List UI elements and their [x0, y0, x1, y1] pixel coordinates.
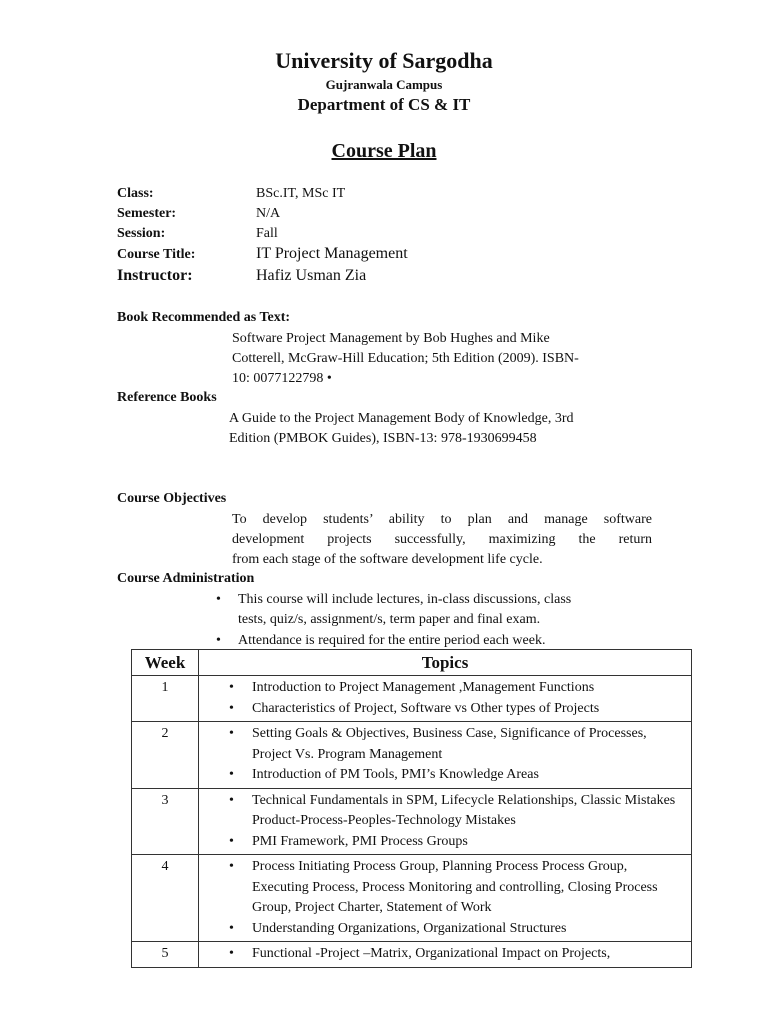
objective-line: development projects successfully, maximizing the return: [232, 532, 652, 547]
topic-item: • Functional -Project –Matrix, Organizational Impact on Projects,: [199, 944, 685, 965]
topic-item: • Technical Fundamentals in SPM, Lifecycle Relationships, Classic Mistakes Product-Process-Peoples-Technology Mistakes: [199, 791, 685, 832]
text-book-line: Cotterell, McGraw-Hill Education; 5th Edition (2009). ISBN-: [232, 351, 579, 366]
weekly-schedule-table: [131, 649, 692, 968]
text-book-line: 10: 0077122798 •: [232, 371, 332, 386]
week-number: 4: [132, 855, 199, 942]
table-row: [132, 942, 692, 968]
reference-books-paragraph: [229, 409, 659, 449]
topic-item: • PMI Framework, PMI Process Groups: [199, 832, 685, 853]
week-number: 5: [132, 942, 199, 968]
topics-column-header: Topics: [199, 650, 692, 676]
topics-cell: [199, 788, 692, 855]
session-value: Fall: [256, 226, 278, 241]
reference-book-line: Edition (PMBOK Guides), ISBN-13: 978-1930699458: [229, 431, 537, 446]
reference-book-line: A Guide to the Project Management Body of Knowledge, 3rd: [229, 411, 574, 426]
course-administration-heading: Course Administration: [117, 571, 255, 586]
campus-name: Gujranwala Campus: [325, 77, 443, 92]
objective-line: To develop students’ ability to plan and manage software: [232, 512, 652, 527]
table-row: [132, 722, 692, 789]
objective-line: from each stage of the software development life cycle.: [232, 552, 543, 567]
university-name: University of Sargodha: [275, 48, 493, 73]
document-title: Course Plan: [331, 140, 437, 162]
table-row: [132, 855, 692, 942]
table-header-row: [132, 650, 692, 676]
administration-line: This course will include lectures, in-class discussions, class: [238, 592, 572, 607]
topic-item: • Understanding Organizations, Organizational Structures: [199, 919, 685, 940]
instructor-value: Hafiz Usman Zia: [256, 267, 367, 284]
administration-bullet: • This course will include lectures, in-class discussions, class tests, quiz/s, assignment/s, term paper and final exam.: [238, 590, 658, 630]
topic-item: • Setting Goals & Objectives, Business Case, Significance of Processes, Project Vs. Program Management: [199, 724, 685, 765]
table-row: [132, 676, 692, 722]
semester-label: Semester:: [117, 206, 177, 221]
week-number: 1: [132, 676, 199, 722]
topics-cell: [199, 942, 692, 968]
topics-cell: [199, 855, 692, 942]
course-objectives-paragraph: [232, 510, 652, 570]
administration-bullet: • Attendance is required for the entire period each week.: [238, 631, 658, 651]
instructor-label: Instructor:: [117, 267, 193, 284]
topic-item: • Introduction to Project Management ,Management Functions: [199, 678, 685, 699]
topics-cell: [199, 676, 692, 722]
week-number: 3: [132, 788, 199, 855]
table-row: [132, 788, 692, 855]
topic-item: • Characteristics of Project, Software vs Other types of Projects: [199, 699, 685, 720]
text-book-paragraph: [232, 329, 662, 389]
class-value: BSc.IT, MSc IT: [256, 186, 346, 201]
topics-cell: [199, 722, 692, 789]
week-column-header: Week: [132, 650, 199, 676]
semester-value: N/A: [256, 206, 281, 221]
topic-item: • Process Initiating Process Group, Planning Process Process Group, Executing Process, Process Monitoring and controlling, Closing Process Group, Project Charter, Statement of Work: [199, 857, 685, 919]
course-objectives-heading: Course Objectives: [117, 491, 227, 506]
text-book-line: Software Project Management by Bob Hughes and Mike: [232, 331, 550, 346]
administration-line: tests, quiz/s, assignment/s, term paper and final exam.: [238, 612, 541, 627]
text-book-heading: Book Recommended as Text:: [117, 310, 291, 325]
administration-line: Attendance is required for the entire period each week.: [238, 633, 546, 648]
department-name: Department of CS & IT: [297, 95, 471, 114]
course-title-value: IT Project Management: [256, 245, 408, 262]
course-title-label: Course Title:: [117, 247, 196, 262]
session-label: Session:: [117, 226, 166, 241]
week-number: 2: [132, 722, 199, 789]
class-label: Class:: [117, 186, 154, 201]
topic-item: • Introduction of PM Tools, PMI’s Knowledge Areas: [199, 765, 685, 786]
reference-books-heading: Reference Books: [117, 390, 217, 405]
